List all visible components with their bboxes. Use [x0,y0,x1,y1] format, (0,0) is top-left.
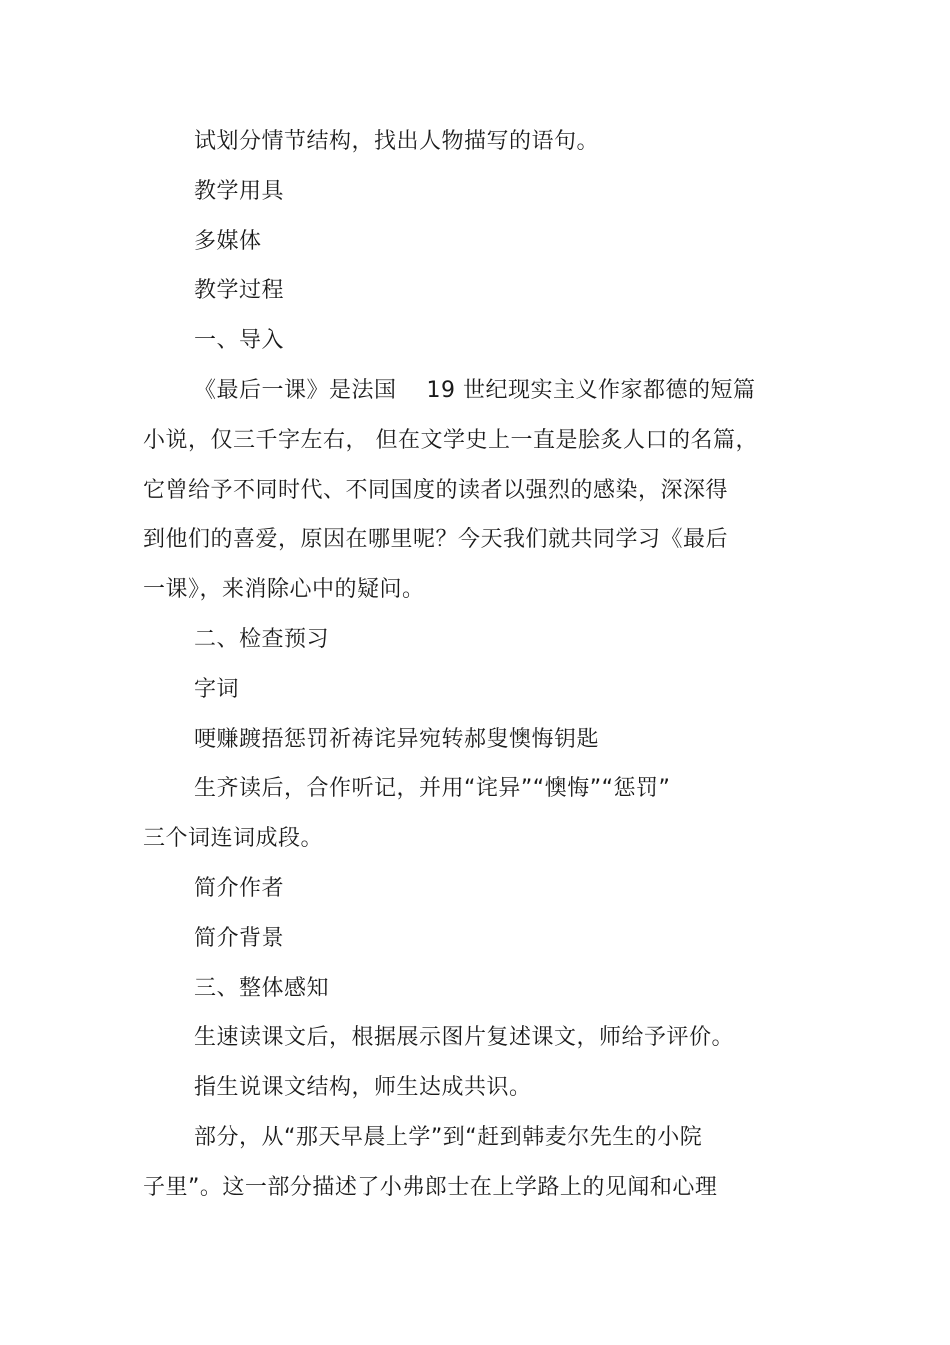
section-heading: 教学过程 [194,278,285,303]
text-line: 多媒体 [194,229,262,254]
paragraph-line: 《最后一课》是法国 19 世纪现实主义作家都德的短篇 [194,378,756,403]
vocabulary-line: 哽赚踱捂惩罚祈祷诧异宛转郝叟懊悔钥匙 [194,727,600,752]
paragraph-line: 小说，仅三千字左右， 但在文学史上一直是脍炙人口的名篇， [143,428,758,453]
paragraph-line: 它曾给予不同时代、不同国度的读者以强烈的感染，深深得 [143,478,729,503]
paragraph-line: 生齐读后，合作听记，并用“诧异”“懊悔”“惩罚” [194,776,671,801]
text-line: 字词 [194,677,240,702]
paragraph-line: 子里”。这一部分描述了小弗郎士在上学路上的见闻和心理 [143,1175,718,1200]
section-heading: 教学用具 [194,179,285,204]
text-line: 简介背景 [194,926,285,951]
text-line: 试划分情节结构，找出人物描写的语句。 [194,129,600,154]
text-line: 简介作者 [194,876,285,901]
paragraph-line: 到他们的喜爱，原因在哪里呢？今天我们就共同学习《最后 [143,527,729,552]
section-heading: 三、整体感知 [194,976,330,1001]
paragraph-line: 部分，从“那天早晨上学”到“赶到韩麦尔先生的小院 [194,1125,703,1150]
paragraph-line: 指生说课文结构，师生达成共识。 [194,1075,532,1100]
paragraph-line: 生速读课文后，根据展示图片复述课文，师给予评价。 [194,1025,735,1050]
paragraph-line: 三个词连词成段。 [143,826,324,851]
section-heading: 一、导入 [194,328,285,353]
paragraph-line: 一课》，来消除心中的疑问。 [143,577,425,602]
section-heading: 二、检查预习 [194,627,330,652]
